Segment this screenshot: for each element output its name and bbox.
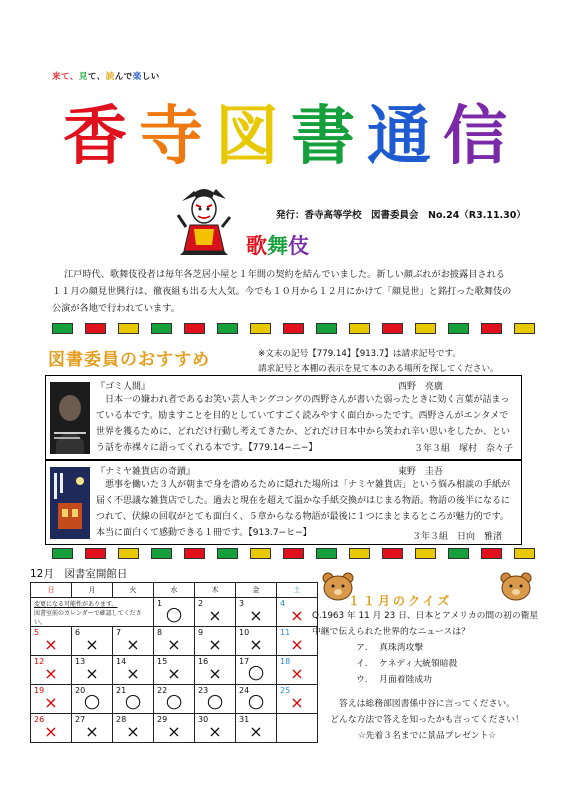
recommend-heading: 図書委員のおすすめ [48,350,211,370]
color-block [349,548,370,559]
quiz-footer-line: どんな方法で答えを知ったかも言ってください！ [330,715,524,725]
quiz-option: イ. ケネディ大統領暗殺 [356,659,458,669]
day-number: 23 [198,686,209,695]
calendar-day-cell [72,714,113,743]
open-mark: ○ [165,690,183,712]
title-char: 寺 [139,100,203,174]
color-block [217,548,238,559]
color-block [382,548,403,559]
closed-mark: × [167,722,181,741]
closed-mark: × [290,693,304,712]
color-block [85,323,106,334]
tagline-segment: 見 [78,72,88,82]
calendar-note-line: 変更になる可能性があります。 [34,601,118,608]
calendar-day-cell [113,714,154,743]
quiz-option: ウ. 月面着陸成功 [356,675,432,685]
day-number: 18 [280,657,291,666]
color-block [316,323,337,334]
color-block [151,323,172,334]
closed-mark: × [126,635,140,654]
weekday-header: 日 [31,583,72,598]
calendar-day-cell [154,656,195,685]
calendar-day-cell [31,714,72,743]
open-mark: ○ [247,661,265,683]
color-block [481,548,502,559]
calendar-day-cell [236,598,277,627]
calendar-week-row [31,685,318,714]
tagline-segment: 読 [105,72,115,82]
book-cover-image [50,467,90,539]
day-number: 31 [239,715,250,724]
calendar-day-cell [195,598,236,627]
bear-illustration [496,570,536,604]
open-mark: ○ [124,690,142,712]
open-mark: ○ [247,690,265,712]
color-block [448,548,469,559]
day-number: 28 [116,715,127,724]
open-mark: ○ [83,690,101,712]
kabuki-illustration [176,185,232,257]
day-number: 29 [157,715,168,724]
closed-mark: × [208,664,222,683]
review-text: 日本一の嫌われ者であるお笑い芸人キングコングの西野さんが書いた弱ったときに効く言葉が詰まっている本です。励ますことを目的としていてすごく読みやすく面白かったです。西野さんがエンタメで世界を獲るために、どれだけ行動し考えてきたか、どれだけ日本中から笑われ辛い思いをしたか、という話を赤裸々に語ってくれる本です。【779.14−ニ−】 [96,395,511,453]
color-block [151,548,172,559]
closed-mark: × [167,635,181,654]
day-number: 27 [75,715,86,724]
color-block [118,323,139,334]
day-number: 26 [34,715,45,724]
day-number: 13 [75,657,86,666]
day-number: 24 [239,686,250,695]
color-block [514,548,535,559]
quiz-question: Q.1963 年 11 月 23 日、日本とアメリカの間の初の衛星中継で伝えられた世界的なニュースは？ [312,611,539,637]
day-number: 21 [116,686,127,695]
open-mark: ○ [206,690,224,712]
calendar-day-cell [154,714,195,743]
color-block [250,548,271,559]
calendar-day-cell [31,656,72,685]
closed-mark: × [208,635,222,654]
day-number: 7 [116,628,122,637]
call-number-note [258,347,528,377]
color-block [52,323,73,334]
issue-line: 発行：香寺高等学校 図書委員会 No.24（R3.11.30） [276,210,526,221]
day-number: 1 [157,599,163,608]
calendar-day-cell [236,656,277,685]
calendar-day-cell [154,685,195,714]
color-block [283,323,304,334]
closed-mark: × [290,635,304,654]
title-char: 香 [63,100,127,174]
note-line: 請求記号と本棚の表示を見て本のある場所を探してください。 [258,364,499,374]
tagline-segment: んで [114,72,133,82]
color-block [349,323,370,334]
calendar-day-cell [113,656,154,685]
book-cover-image [50,382,90,454]
closed-mark: × [44,664,58,683]
calendar-day-cell [236,685,277,714]
color-block [415,323,436,334]
book-title: 『ナミヤ雑貨店の奇蹟』 [96,467,196,477]
closed-mark: × [290,606,304,625]
calendar-day-cell [31,627,72,656]
quiz-box [312,608,542,744]
calendar-week-row [31,598,318,627]
tagline-segment: 楽 [132,72,142,82]
kabuki-title-char: 舞 [267,234,288,258]
weekday-header: 火 [113,583,154,598]
open-mark: ○ [165,603,183,625]
closed-mark: × [249,606,263,625]
title-char: 信 [443,100,507,174]
day-number: 10 [239,628,250,637]
kabuki-title [246,230,309,260]
day-number: 8 [157,628,163,637]
calendar-day-cell [195,685,236,714]
note-line: ※文末の記号【779.14】【913.7】は請求記号です。 [258,349,461,359]
closed-mark: × [44,693,58,712]
calendar-day-cell [113,685,154,714]
color-block [481,323,502,334]
title-char: 書 [291,100,355,174]
calendar-day-cell [72,685,113,714]
calendar-day-cell [195,627,236,656]
closed-mark: × [208,722,222,741]
day-number: 5 [34,628,40,637]
day-number: 16 [198,657,209,666]
closed-mark: × [126,664,140,683]
day-number: 3 [239,599,245,608]
color-block [250,323,271,334]
calendar-change-note [34,600,153,627]
closed-mark: × [290,664,304,683]
calendar-day-cell [72,656,113,685]
calendar-day-cell [195,656,236,685]
review-text: 悪事を働いた３人が朝まで身を潜めるために隠れた場所は「ナミヤ雑貨店」という悩み相談の手紙が届く不思議な雑貨店でした。過去と現在を超えて温かな手紙交換がはじまる物語。物語の後半になるにつれて、伏線の回収がとても面白く、５章からなる物語が最後に１つにまとまるところが魅力的です。本当に面白くて感動できる１冊です。【913.7−ヒ−】 [96,480,511,538]
day-number: 19 [34,686,45,695]
day-number: 30 [198,715,209,724]
closed-mark: × [249,635,263,654]
color-block [514,323,535,334]
calendar-day-cell [113,627,154,656]
tagline [52,70,160,82]
day-number: 4 [280,599,286,608]
day-number: 17 [239,657,250,666]
color-block-divider [52,323,535,334]
calendar-week-row [31,627,318,656]
color-block [217,323,238,334]
closed-mark: × [85,722,99,741]
day-number: 12 [34,657,45,666]
book-author: 西野 亮廣 [398,382,444,392]
day-number: 14 [116,657,127,666]
calendar-day-cell [154,598,195,627]
quiz-footer-line: 答えは総務部図書係中谷に言ってください。 [339,699,515,709]
title-char: 通 [367,100,431,174]
title-char: 図 [215,100,279,174]
closed-mark: × [126,722,140,741]
color-block [316,548,337,559]
newsletter-title [58,102,518,172]
color-block [85,548,106,559]
tagline-segment: しい [141,72,160,82]
color-block [184,323,205,334]
calendar-day-cell [154,627,195,656]
color-block [448,323,469,334]
reviewer-signature: ３年３組 日向 雅渚 [412,532,503,542]
calendar-weekday-row [31,583,318,598]
closed-mark: × [44,722,58,741]
weekday-header: 月 [72,583,113,598]
book-review [45,460,522,545]
reviewer-signature: ３年３組 塚村 奈々子 [414,444,514,454]
weekday-header: 土 [277,583,318,598]
calendar-week-row [31,656,318,685]
closed-mark: × [85,664,99,683]
calendar-day-cell [31,685,72,714]
color-block [415,548,436,559]
color-block [52,548,73,559]
color-block [118,548,139,559]
tagline-segment: 来て、 [52,72,79,82]
day-number: 6 [75,628,81,637]
closed-mark: × [249,722,263,741]
day-number: 2 [198,599,204,608]
day-number: 25 [280,686,291,695]
tagline-segment: て、 [87,72,106,82]
closed-mark: × [208,606,222,625]
weekday-header: 水 [154,583,195,598]
calendar-day-cell [72,627,113,656]
day-number: 11 [280,628,291,637]
day-number: 9 [198,628,204,637]
color-block [382,323,403,334]
calendar-day-cell [195,714,236,743]
weekday-header: 木 [195,583,236,598]
calendar-day-cell [31,598,154,627]
calendar-day-cell [236,627,277,656]
library-calendar [30,582,318,743]
kabuki-intro-text: 江戸時代、歌舞伎役者は毎年各芝居小屋と１年間の契約を結んでいました。新しい顔ぶれがお披露目される１１月の顔見世興行は、徹夜組も出る大人気。今でも１０月から１２月にかけて「顔見世」と銘打った歌舞伎の公演が各地で行われています。 [52,269,512,314]
calendar-day-cell [236,714,277,743]
closed-mark: × [85,635,99,654]
book-review [45,375,522,460]
kabuki-title-char: 歌 [246,234,267,258]
calendar-note-line: 図書室前のカレンダーで確認してください。 [34,610,142,626]
closed-mark: × [44,635,58,654]
book-author: 東野 圭吾 [398,467,444,477]
color-block-divider [52,548,535,559]
color-block [283,548,304,559]
quiz-title: １１月のクイズ [348,594,453,608]
kabuki-title-char: 伎 [288,234,309,258]
day-number: 15 [157,657,168,666]
day-number: 20 [75,686,86,695]
closed-mark: × [167,664,181,683]
quiz-option: ア. 真珠湾攻撃 [356,643,424,653]
weekday-header: 金 [236,583,277,598]
color-block [184,548,205,559]
calendar-title: 12月 図書室開館日 [30,568,128,580]
quiz-footer-line: ☆先着３名までに景品プレゼント☆ [357,731,497,741]
book-title: 『ゴミ人間』 [96,382,151,392]
calendar-week-row [31,714,318,743]
day-number: 22 [157,686,168,695]
